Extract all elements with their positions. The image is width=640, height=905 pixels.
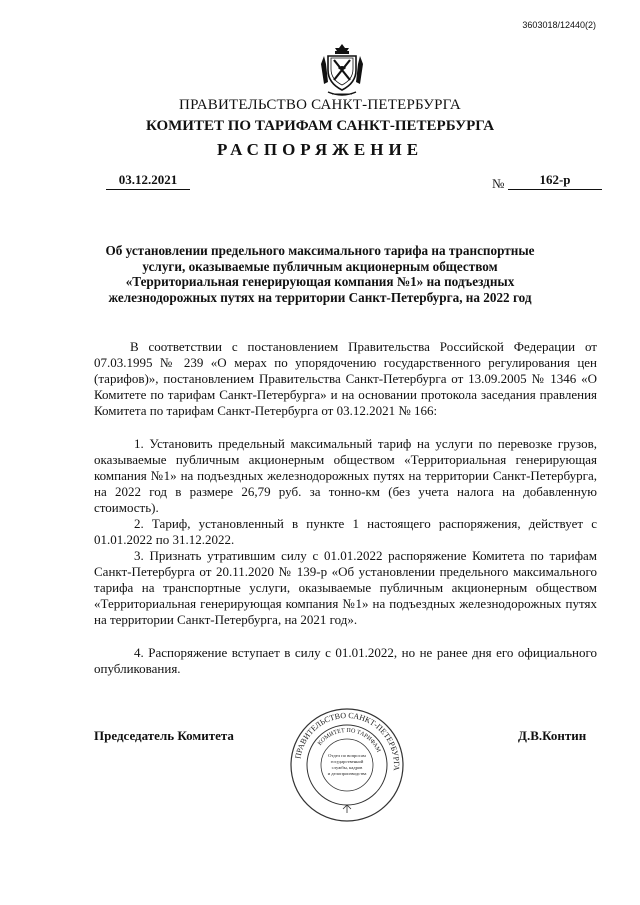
document-code: 3603018/12440(2) <box>522 20 596 30</box>
seal-center-line-2: государственной <box>330 759 364 764</box>
coat-of-arms-icon <box>318 42 366 98</box>
seal-star-icon <box>343 805 351 813</box>
preamble-paragraph: В соответствии с постановлением Правительства Российской Федерации от 07.03.1995 № 239 «О мерах по упорядочению государственного регулирования цен (тарифов)», постановлением Правительства Санкт-Петербурга от 13.09.2005 № 1346 «О Комитете по тарифам Санкт-Петербурга» и на основании протокола заседания правления Комитета по тарифам Санкт-Петербурга от 03.12.2021 № 166: <box>94 339 597 418</box>
signer-name: Д.В.Контин <box>518 728 587 743</box>
official-seal <box>287 705 407 825</box>
order-item-4: 4. Распоряжение вступает в силу с 01.01.2022, но не ранее дня его официального опубликования. <box>94 645 597 676</box>
document-number: 162-р <box>508 172 602 190</box>
government-heading: ПРАВИТЕЛЬСТВО САНКТ-ПЕТЕРБУРГА <box>179 97 461 113</box>
seal-ring-text: ПРАВИТЕЛЬСТВО САНКТ-ПЕТЕРБУРГА <box>293 710 402 772</box>
document-subject: Об установлении предельного максимального тарифа на транспортные услуги, оказываемые публичным акционерным обществом «Территориальная генерирующая компания №1» на подъездных железнодорожных путях на территории Санкт-Петербурга, на 2022 год <box>105 243 535 305</box>
seal-center-line-4: и делопроизводства <box>327 771 367 776</box>
committee-heading: КОМИТЕТ ПО ТАРИФАМ САНКТ-ПЕТЕРБУРГА <box>145 118 495 134</box>
document-type-title: РАСПОРЯЖЕНИЕ <box>216 140 424 159</box>
signer-position: Председатель Комитета <box>94 728 234 743</box>
order-item-2: 2. Тариф, установленный в пункте 1 настоящего распоряжения, действует с 01.01.2022 по 31.12.2022. <box>94 516 597 547</box>
number-sign: № <box>492 176 505 191</box>
seal-center-line-1: Отдел по вопросам <box>328 753 366 758</box>
order-item-3: 3. Признать утратившим силу с 01.01.2022 распоряжение Комитета по тарифам Санкт-Петербурга от 20.11.2020 № 139-р «Об установлении предельного максимального тарифа на транспортные услуги, оказываемые публичным акционерным обществом «Территориальная генерирующая компания №1» на подъездных железнодорожных путях на территории Санкт-Петербурга, на 2021 год». <box>94 548 597 627</box>
order-item-1: 1. Установить предельный максимальный тариф на услуги по перевозке грузов, оказываемые публичным акционерным обществом «Территориальная генерирующая компания №1» на подъездных железнодорожных путях на территории Санкт-Петербурга, на 2022 год в размере 26,79 руб. за тонно-км (без учета налога на добавленную стоимость). <box>94 436 597 515</box>
document-date: 03.12.2021 <box>106 172 190 190</box>
seal-inner-ring-text: КОМИТЕТ ПО ТАРИФАМ <box>317 727 382 754</box>
seal-center-line-3: службы, кадров <box>331 765 363 770</box>
